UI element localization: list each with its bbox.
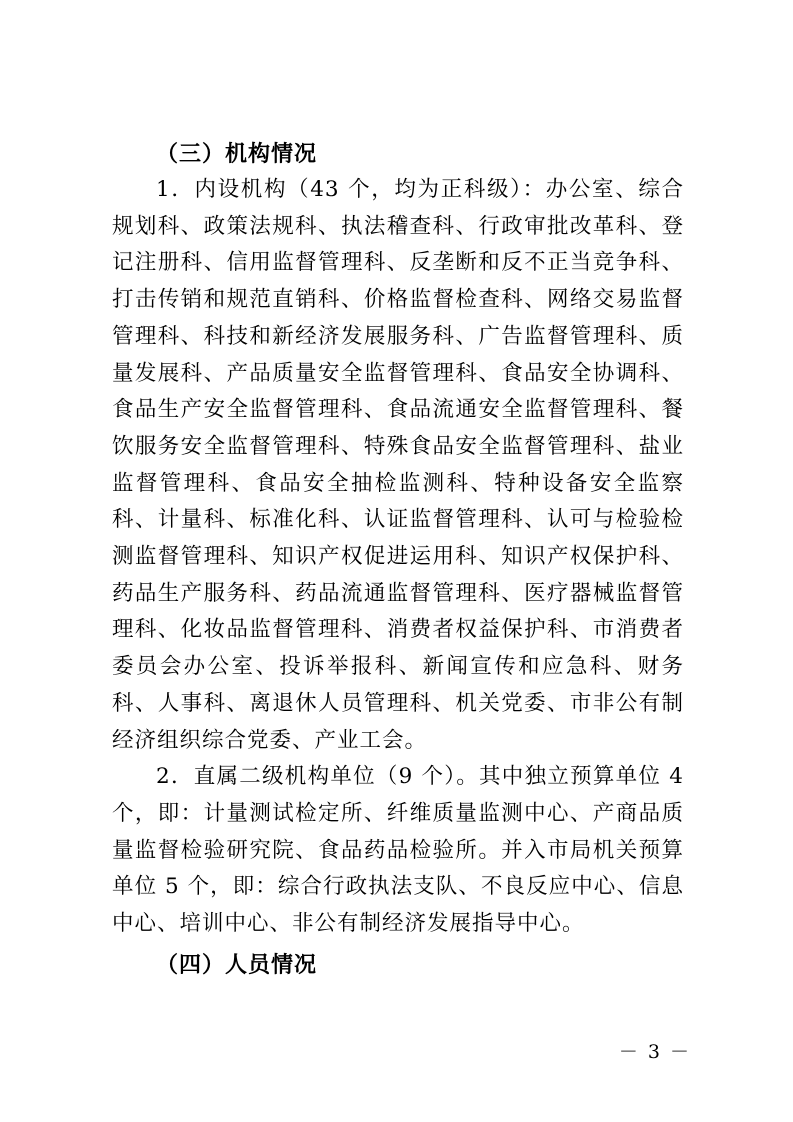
paragraph-subordinate-units: 2．直属二级机构单位（9 个）。其中独立预算单位 4 个，即：计量测试检定所、纤维质量监测中心、产商品质量监督检验研究院、食品药品检验所。并入市局机关预算单位 5 个，即：综合行政执法支队、不良反应中心、信息中心、培训中心、非公有制经济发展指导中心。 [112,764,684,937]
paragraph-internal-departments: 1．内设机构（43 个，均为正科级）：办公室、综合规划科、政策法规科、执法稽查科、行政审批改革科、登记注册科、信用监督管理科、反垄断和反不正当竞争科、打击传销和规范直销科、价格监督检查科、网络交易监督管理科、科技和新经济发展服务科、广告监督管理科、质量发展科、产品质量安全监督管理科、食品安全协调科、食品生产安全监督管理科、食品流通安全监督管理科、餐饮服务安全监督管理科、特殊食品安全监督管理科、盐业监督管理科、食品安全抽检监测科、特种设备安全监察科、计量科、标准化科、认证监督管理科、认可与检验检测监督管理科、知识产权促进运用科、知识产权保护科、药品生产服务科、药品流通监督管理科、医疗器械监督管理科、化妆品监督管理科、消费者权益保护科、市消费者委员会办公室、投诉举报科、新闻宣传和应急科、财务科、人事科、离退休人员管理科、机关党委、市非公有制经济组织综合党委、产业工会。 [112,177,684,753]
section-heading-personnel: （四）人员情况 [156,951,318,978]
document-body [112,136,684,983]
section-heading-institutions: （三）机构情况 [156,141,318,167]
page-number: － 3 － [618,1041,691,1063]
